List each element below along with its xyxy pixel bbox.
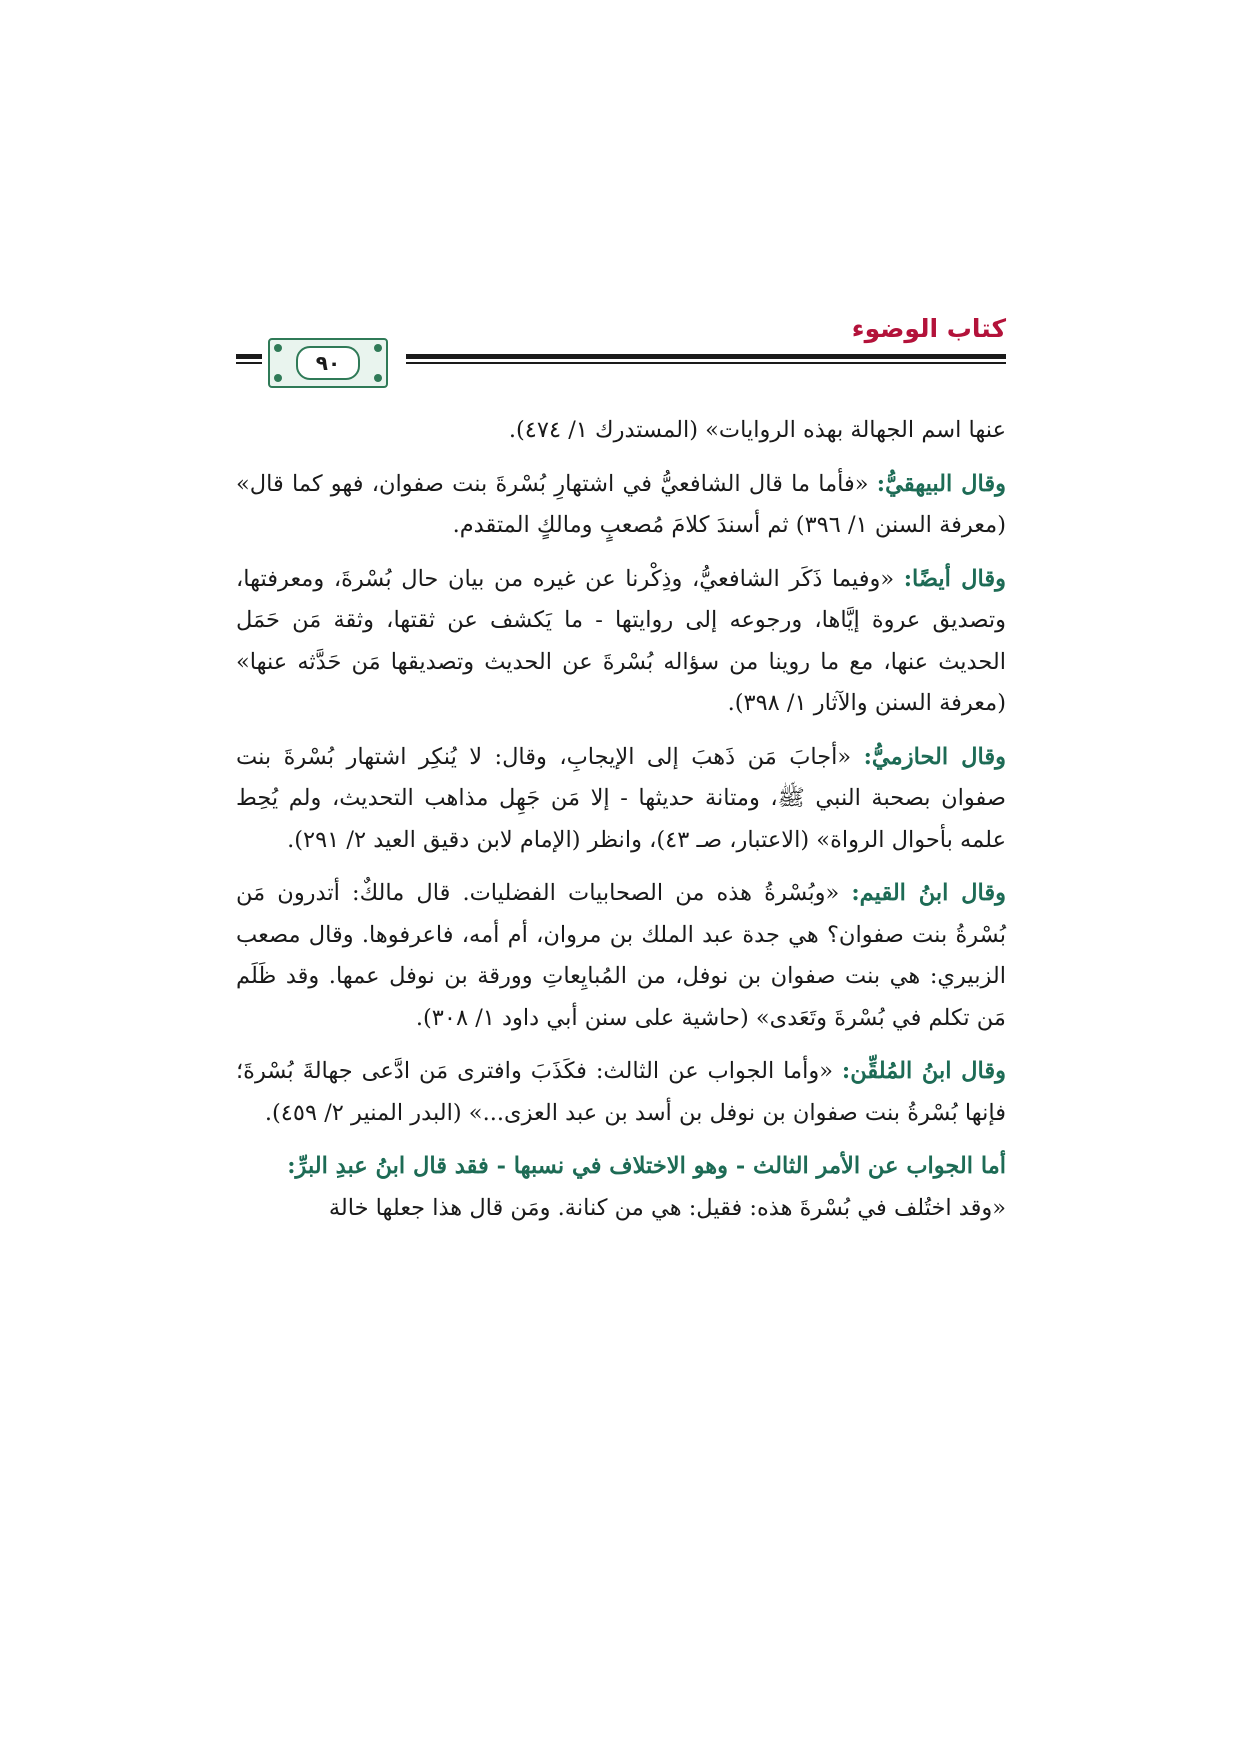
paragraph-text: «وأما الجواب عن الثالث: فكَذَبَ وافترى مَن ادَّعى جهالةَ بُسْرةَ؛ فإنها بُسْرةُ بنت صفوان بن نوفل بن أسد بن عبد العزى...» (البدر المنير ٢/ ٤٥٩).: [236, 1058, 1006, 1126]
paragraph: [236, 873, 1006, 1039]
ornament-dot-icon: [374, 374, 382, 382]
paragraph: [236, 464, 1006, 547]
header-rule-thick: [406, 354, 1006, 359]
speaker-label: وقال البيهقيُّ:: [876, 470, 1007, 497]
paragraph-text: «وبُسْرةُ هذه من الصحابيات الفضليات. قال مالكٌ: أتدرون مَن بُسْرةُ بنت صفوان؟ هي جدة عبد الملك بن مروان، أم أمه، فاعرفوها. وقال مصعب الزبيري: هي بنت صفوان بن نوفل، من المُبايِعاتِ وورقة بن نوفل عمها. وقد ظَلَم مَن تكلم في بُسْرةَ وتَعَدى» (حاشية على سنن أبي داود ١/ ٣٠٨).: [236, 880, 1006, 1031]
paragraph-text: «وفيما ذَكَر الشافعيُّ، وذِكْرنا عن غيره من بيان حال بُسْرةَ، ومعرفتها، وتصديق عروة إيَّاها، ورجوعه إلى روايتها - ما يَكشف عن ثقتها، وثقة مَن حَمَل الحديث عنها، مع ما روينا من سؤاله بُسْرةَ عن الحديث وتصديقها مَن حَدَّثه عنها» (معرفة السنن والآثار ١/ ٣٩٨).: [236, 565, 1006, 716]
page-header: [236, 310, 1006, 390]
paragraph: [236, 1051, 1006, 1134]
page-number-badge: [268, 338, 388, 388]
paragraph-text: عنها اسم الجهالة بهذه الروايات» (المستدرك ١/ ٤٧٤).: [508, 417, 1006, 443]
speaker-label: وقال الحازميُّ:: [863, 743, 1007, 770]
ornament-dot-icon: [274, 344, 282, 352]
book-title: كتاب الوضوء: [851, 314, 1006, 343]
page-number: ٩٠: [296, 346, 360, 380]
paragraph: [236, 559, 1006, 725]
paragraph-text: «أجابَ مَن ذَهبَ إلى الإيجابِ، وقال: لا يُنكِر اشتهار بُسْرةَ بنت صفوان بصحبة النبي ﷺ، ومتانة حديثها - إلا مَن جَهِل مذاهب التحديث، ولم يُحِط علمه بأحوال الرواة» (الاعتبار، صـ ٤٣)، وانظر (الإمام لابن دقيق العيد ٢/ ٢٩١).: [236, 743, 1006, 853]
header-rule-left-thin: [236, 362, 262, 364]
speaker-label: وقال ابنُ القيم:: [851, 880, 1006, 906]
paragraph: [236, 410, 1006, 452]
section-text: «وقد اختُلف في بُسْرةَ هذه: فقيل: هي من كنانة. ومَن قال هذا جعلها خالة: [328, 1194, 1006, 1221]
section-heading: أما الجواب عن الأمر الثالث - وهو الاختلاف في نسبها - فقد قال ابنُ عبدِ البرِّ:: [287, 1153, 1006, 1179]
speaker-label: وقال أيضًا:: [903, 565, 1007, 592]
paragraph: [236, 737, 1006, 862]
section-paragraph: [236, 1146, 1006, 1229]
ornament-dot-icon: [274, 374, 282, 382]
header-rule-thin: [406, 362, 1006, 364]
ornament-dot-icon: [374, 344, 382, 352]
page-body: [236, 410, 1006, 1229]
paragraph-text: «فأما ما قال الشافعيُّ في اشتهارِ بُسْرةَ بنت صفوان، فهو كما قال» (معرفة السنن ١/ ٣٩٦) ثم أسندَ كلامَ مُصعبٍ ومالكٍ المتقدم.: [236, 470, 1006, 538]
header-rule-left-thick: [236, 354, 262, 359]
speaker-label: وقال ابنُ المُلقِّن:: [841, 1058, 1006, 1084]
